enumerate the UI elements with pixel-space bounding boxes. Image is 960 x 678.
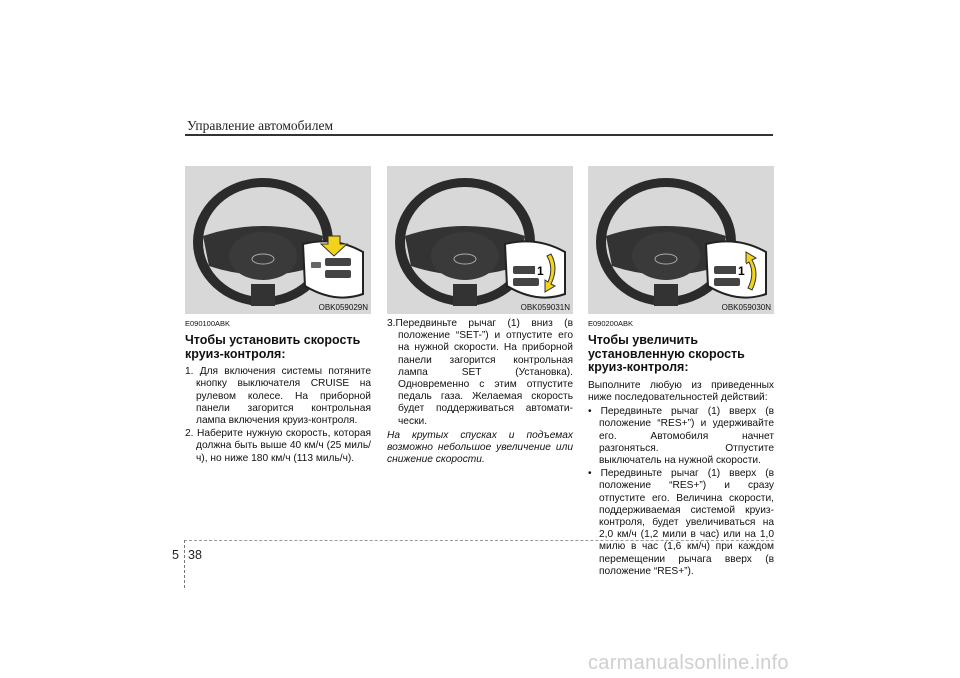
figure-code: OBK059031N bbox=[520, 303, 570, 312]
steering-wheel-icon bbox=[185, 166, 371, 314]
column-2 bbox=[387, 318, 573, 466]
section-heading: Чтобы увеличить установленную скорость круиз-контроля: bbox=[588, 333, 745, 375]
svg-text:1: 1 bbox=[537, 264, 544, 278]
svg-text:1: 1 bbox=[738, 264, 745, 278]
list-item: 1. Для включения системы потяните кнопку выключателя CRUISE на рулевом колесе. На приборной панели загорится контрольная лампа включения круиз-контроля. bbox=[185, 366, 371, 427]
steering-wheel-figure-3 bbox=[588, 166, 774, 314]
section-heading: Чтобы установить скорость круиз-контроля: bbox=[185, 333, 361, 361]
intro-paragraph: Выполните любую из приведенных ниже последовательностей действий: bbox=[588, 379, 774, 403]
header-rule bbox=[185, 134, 773, 136]
figure-code: OBK059030N bbox=[721, 303, 771, 312]
page-number: 38 bbox=[188, 548, 202, 562]
steering-wheel-figure-1 bbox=[185, 166, 371, 314]
list-item: 3.Передвиньте рычаг (1) вниз (в положение “SET-”) и отпустите его на нужной скорости. На приборной панели загорится контрольная лампа SET (Установка). Одновременно с этим отпустите педаль газа. Желаемая скорость будет поддерживаться автомати-чески. bbox=[387, 318, 573, 427]
section-code: E090100ABK bbox=[185, 319, 231, 328]
chapter-number: 5 bbox=[172, 548, 179, 562]
list-item: 2. Наберите нужную скорость, которая должна быть выше 40 км/ч (25 миль/ч), но ниже 180 км/ч (113 миль/ч). bbox=[185, 428, 371, 464]
section-code: E090200ABK bbox=[588, 319, 634, 328]
footer-divider bbox=[184, 540, 774, 541]
watermark: carmanualsonline.info bbox=[588, 652, 789, 674]
section-title: Управление автомобилем bbox=[187, 118, 333, 133]
steering-wheel-figure-2 bbox=[387, 166, 573, 314]
column-1 bbox=[185, 318, 371, 466]
italic-note: На крутых спусках и подъемах возможно небольшое увеличение или снижение скорости. bbox=[387, 429, 573, 466]
footer-vertical-divider bbox=[184, 540, 185, 588]
steering-wheel-icon bbox=[387, 166, 573, 314]
figure-code: OBK059029N bbox=[318, 303, 368, 312]
steering-wheel-icon bbox=[588, 166, 774, 314]
bullet-item: • Передвиньте рычаг (1) вверх (в положение “RES+”) и сразу отпустите его. Величина скорости, поддерживаемая системой круиз-контроля, будет увеличиваться на 2,0 км/ч (1,2 мили в час) или на 1,0 милю в час (1,6 км/ч) при каждом перемещении рычага вверх (в положение “RES+”). bbox=[588, 468, 774, 577]
bullet-item: • Передвиньте рычаг (1) вверх (в положение “RES+”) и удерживайте его. Автомобиля начнет разгоняться. Отпустите выключатель на нужной скорости. bbox=[588, 406, 774, 466]
